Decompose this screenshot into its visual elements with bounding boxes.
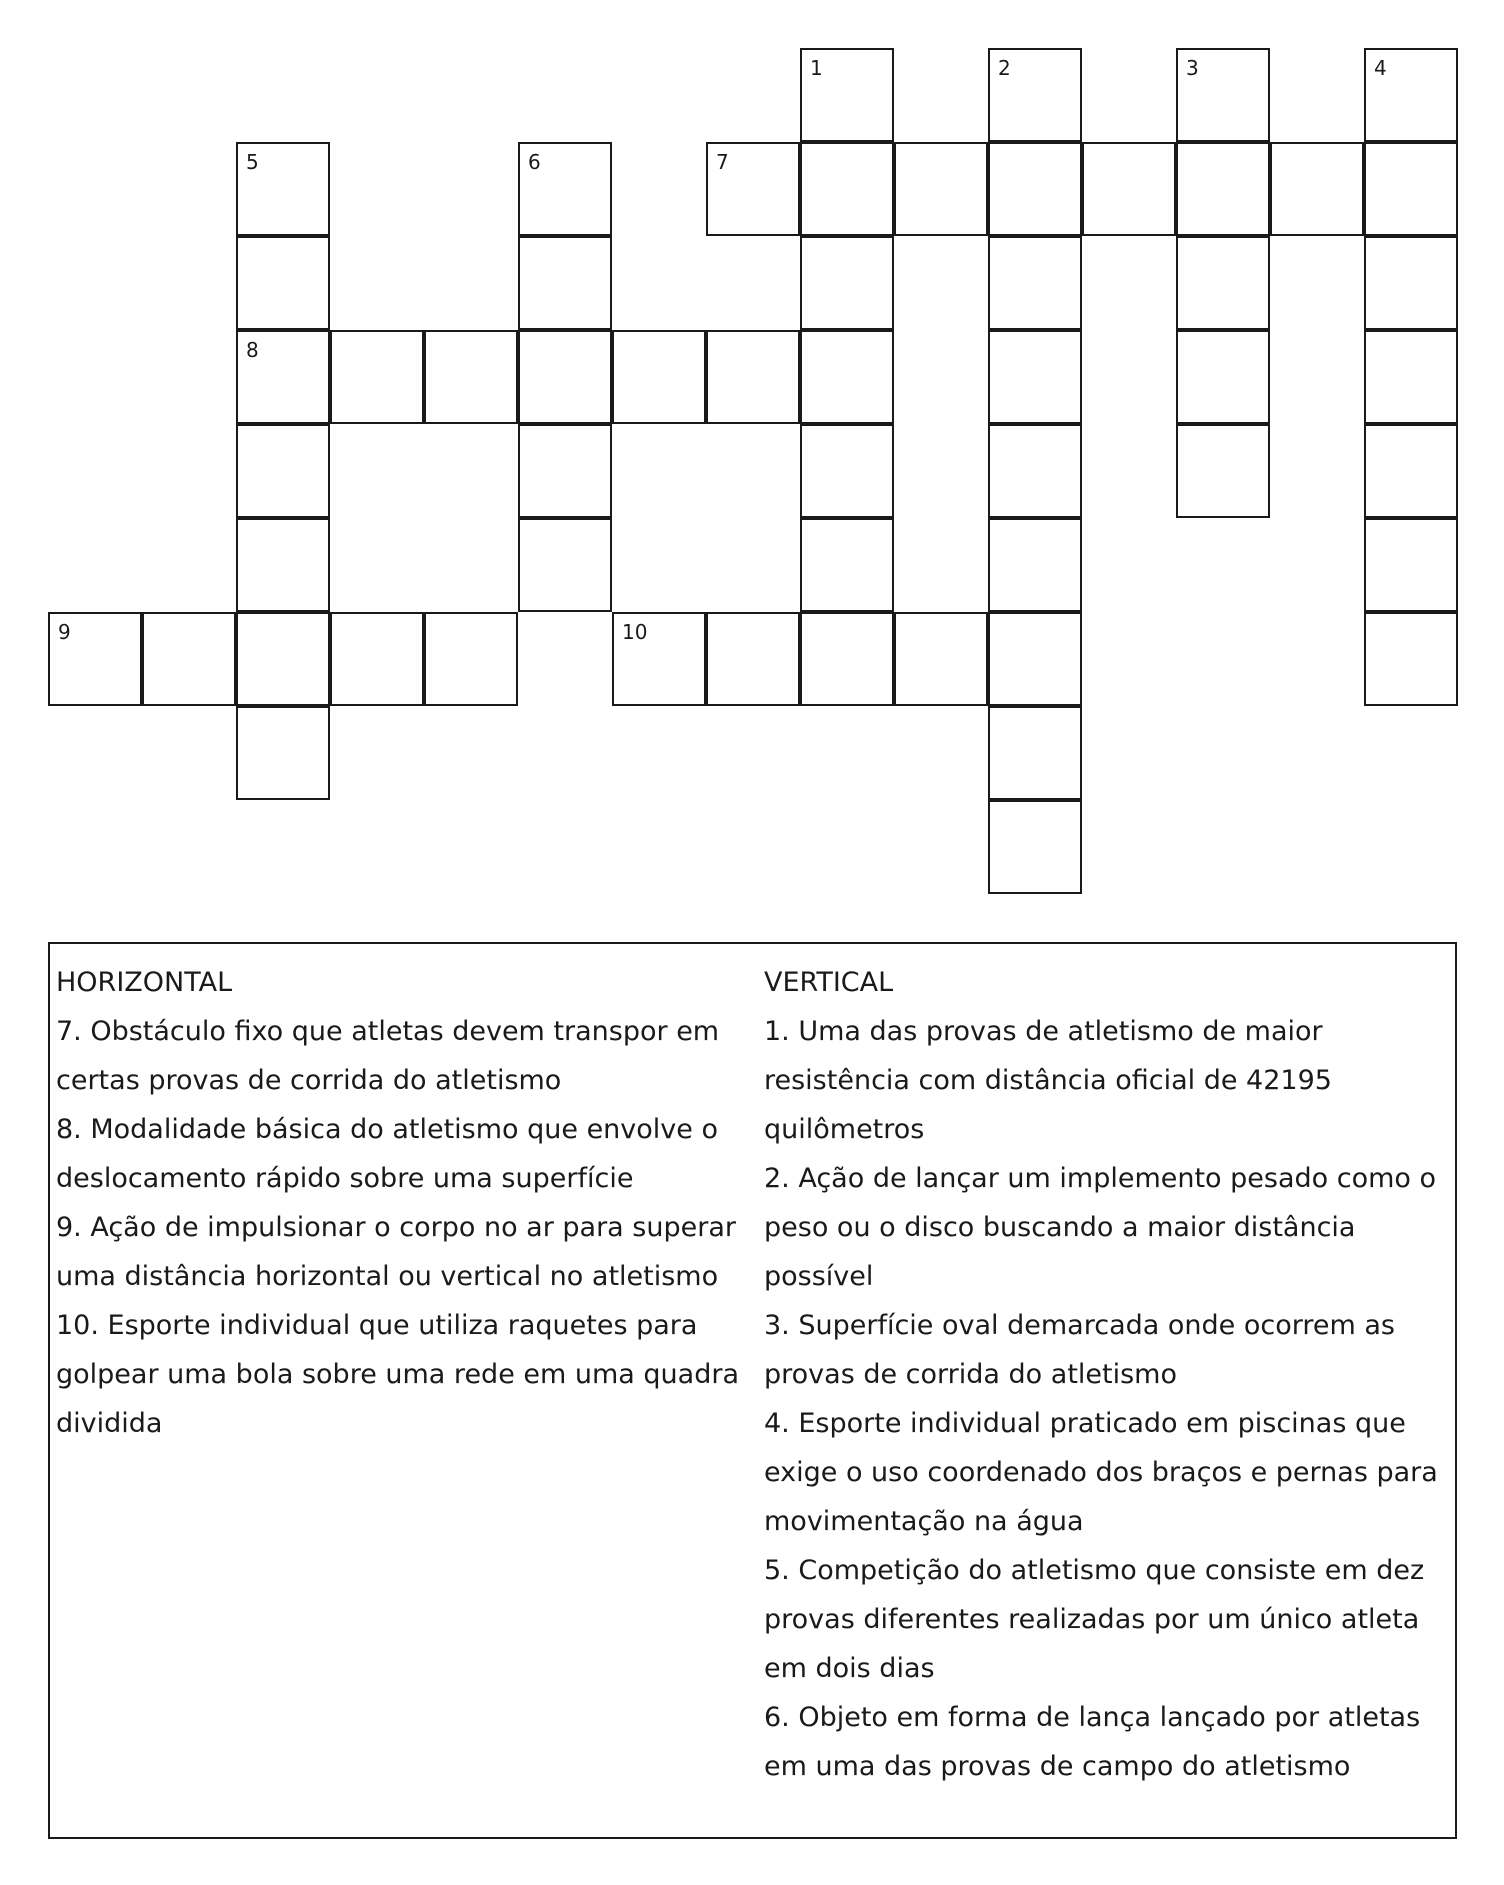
grid-cell[interactable] xyxy=(706,142,800,236)
grid-cell[interactable] xyxy=(1364,424,1458,518)
clue-number: 7 xyxy=(716,150,729,174)
grid-cell[interactable] xyxy=(988,706,1082,800)
grid-cell[interactable] xyxy=(612,612,706,706)
down-clue-1: 1. Uma das provas de atletismo de maior resistência com distância oficial de 42195 quilômetros xyxy=(764,1016,1332,1145)
grid-cell[interactable] xyxy=(1364,142,1458,236)
clue-number: 9 xyxy=(58,620,71,644)
grid-cell[interactable] xyxy=(800,612,894,706)
clue-number: 8 xyxy=(246,338,259,362)
grid-cell[interactable] xyxy=(518,424,612,518)
grid-cell[interactable] xyxy=(518,518,612,612)
grid-cell[interactable] xyxy=(800,48,894,142)
grid-cell[interactable] xyxy=(1364,612,1458,706)
down-clue-5: 5. Competição do atletismo que consiste em dez provas diferentes realizadas por um único atleta em dois dias xyxy=(764,1555,1425,1684)
grid-cell[interactable] xyxy=(988,800,1082,894)
grid-cell[interactable] xyxy=(1176,142,1270,236)
clue-number: 1 xyxy=(810,56,823,80)
grid-cell[interactable] xyxy=(1176,236,1270,330)
down-clue-4: 4. Esporte individual praticado em piscinas que exige o uso coordenado dos braços e pernas para movimentação na água xyxy=(764,1408,1438,1537)
grid-cell[interactable] xyxy=(236,424,330,518)
grid-cell[interactable] xyxy=(988,236,1082,330)
clue-number: 5 xyxy=(246,150,259,174)
grid-cell[interactable] xyxy=(48,612,142,706)
grid-cell[interactable] xyxy=(988,142,1082,236)
clue-number: 10 xyxy=(622,620,648,644)
grid-cell[interactable] xyxy=(894,142,988,236)
grid-cell[interactable] xyxy=(236,330,330,424)
grid-cell[interactable] xyxy=(1270,142,1364,236)
across-clue-9: 9. Ação de impulsionar o corpo no ar para superar uma distância horizontal ou vertical no atletismo xyxy=(56,1212,736,1292)
grid-cell[interactable] xyxy=(236,142,330,236)
grid-cell[interactable] xyxy=(1364,518,1458,612)
across-clue-8: 8. Modalidade básica do atletismo que envolve o deslocamento rápido sobre uma superfície xyxy=(56,1114,718,1194)
across-heading: HORIZONTAL xyxy=(56,967,233,998)
grid-cell[interactable] xyxy=(330,330,424,424)
grid-cell[interactable] xyxy=(424,330,518,424)
clues-box xyxy=(48,942,1457,1839)
grid-cell[interactable] xyxy=(518,142,612,236)
grid-cell[interactable] xyxy=(1082,142,1176,236)
grid-cell[interactable] xyxy=(1176,48,1270,142)
grid-cell[interactable] xyxy=(236,612,330,706)
grid-cell[interactable] xyxy=(706,612,800,706)
grid-cell[interactable] xyxy=(988,48,1082,142)
grid-cell[interactable] xyxy=(800,236,894,330)
grid-cell[interactable] xyxy=(1364,236,1458,330)
down-clues-column xyxy=(764,958,1444,1791)
grid-cell[interactable] xyxy=(1364,48,1458,142)
clue-number: 6 xyxy=(528,150,541,174)
grid-cell[interactable] xyxy=(706,330,800,424)
down-heading: VERTICAL xyxy=(764,967,894,998)
grid-cell[interactable] xyxy=(330,612,424,706)
down-clue-6: 6. Objeto em forma de lança lançado por atletas em uma das provas de campo do atletismo xyxy=(764,1702,1421,1782)
grid-cell[interactable] xyxy=(800,424,894,518)
grid-cell[interactable] xyxy=(800,330,894,424)
grid-cell[interactable] xyxy=(236,706,330,800)
grid-cell[interactable] xyxy=(988,330,1082,424)
grid-cell[interactable] xyxy=(1176,330,1270,424)
grid-cell[interactable] xyxy=(988,612,1082,706)
grid-cell[interactable] xyxy=(236,236,330,330)
grid-cell[interactable] xyxy=(1364,330,1458,424)
grid-cell[interactable] xyxy=(518,236,612,330)
grid-cell[interactable] xyxy=(988,518,1082,612)
clue-number: 2 xyxy=(998,56,1011,80)
grid-cell[interactable] xyxy=(894,612,988,706)
across-clues-column xyxy=(56,958,756,1448)
grid-cell[interactable] xyxy=(424,612,518,706)
grid-cell[interactable] xyxy=(988,424,1082,518)
down-clue-3: 3. Superfície oval demarcada onde ocorrem as provas de corrida do atletismo xyxy=(764,1310,1395,1390)
grid-cell[interactable] xyxy=(1176,424,1270,518)
across-clue-10: 10. Esporte individual que utiliza raquetes para golpear uma bola sobre uma rede em uma quadra dividida xyxy=(56,1310,740,1439)
down-clue-2: 2. Ação de lançar um implemento pesado como o peso ou o disco buscando a maior distância possível xyxy=(764,1163,1437,1292)
grid-cell[interactable] xyxy=(800,142,894,236)
across-clue-7: 7. Obstáculo fixo que atletas devem transpor em certas provas de corrida do atletismo xyxy=(56,1016,720,1096)
grid-cell[interactable] xyxy=(142,612,236,706)
grid-cell[interactable] xyxy=(800,518,894,612)
grid-cell[interactable] xyxy=(518,330,612,424)
clue-number: 4 xyxy=(1374,56,1387,80)
grid-cell[interactable] xyxy=(236,518,330,612)
grid-cell[interactable] xyxy=(612,330,706,424)
crossword-grid xyxy=(0,0,1504,910)
clue-number: 3 xyxy=(1186,56,1199,80)
